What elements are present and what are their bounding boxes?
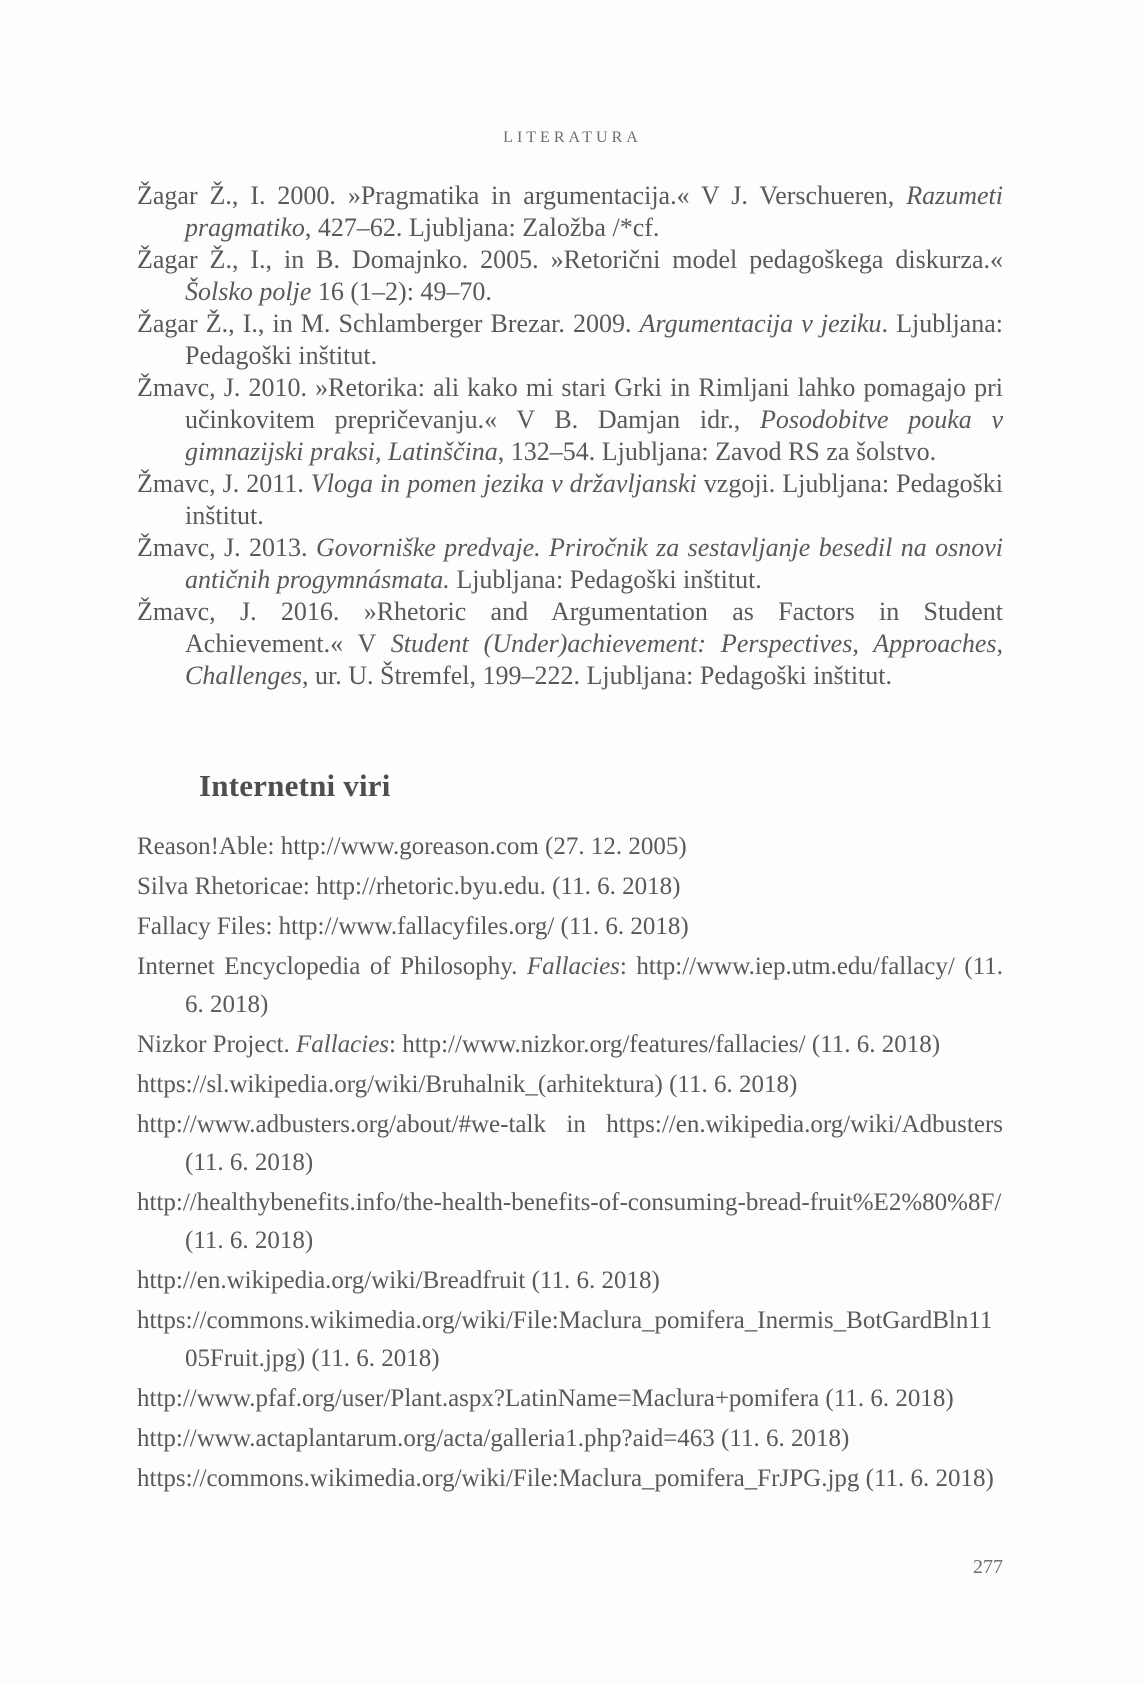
literature-entry [137,180,1003,244]
text-segment: , ur. U. Štremfel, 199–222. Ljubljana: Pedagoški inštitut. [302,661,893,690]
internet-source-entry [137,948,1003,1024]
work-title-italic: Šolsko polje [185,277,312,306]
literature-entry [137,244,1003,308]
section-heading-internetni-viri: Internetni viri [199,768,391,803]
text-segment: Žagar Ž., I., in B. Domajnko. 2005. »Retorični model pedagoškega diskurza.« [137,245,1003,274]
text-segment: Žagar Ž., I. 2000. »Pragmatika in argumentacija.« V J. Verschueren, [137,181,907,210]
work-title-italic: Argumentacija v jeziku [639,309,882,338]
text-segment: , 427–62. Ljubljana: Založba /*cf. [304,213,660,242]
internet-sources-list [137,828,1003,1498]
text-segment: vzgoji. Ljubljana: Pedagoški inštitut. [185,469,1004,530]
text-segment: http://en.wikipedia.org/wiki/Breadfruit (11. 6. 2018) [137,1267,660,1294]
text-segment: Fallacy Files: http://www.fallacyfiles.org/ (11. 6. 2018) [137,913,689,940]
text-segment: http://www.pfaf.org/user/Plant.aspx?LatinName=Maclura+pomifera (11. 6. 2018) [137,1385,954,1412]
internet-source-entry [137,1460,1003,1498]
text-segment: 16 (1–2): 49–70. [311,277,492,306]
internet-source-entry [137,1184,1003,1260]
literature-entry [137,532,1003,596]
text-segment: : http://www.nizkor.org/features/fallacies/ (11. 6. 2018) [389,1031,941,1058]
text-segment: Ljubljana: Pedagoški inštitut. [449,565,762,594]
work-title-italic: Posodobitve pouka v gimnazijski praksi, Latinščina [185,405,1003,466]
literature-entry [137,308,1003,372]
text-segment: Žmavc, J. 2013. [137,533,316,562]
internet-source-entry [137,1420,1003,1458]
text-segment: http://www.adbusters.org/about/#we-talk in https://en.wikipedia.org/wiki/Adbusters (11. 6. 2018) [137,1111,1003,1176]
internet-source-entry [137,1106,1003,1182]
text-segment: Silva Rhetoricae: http://rhetoric.byu.edu. (11. 6. 2018) [137,873,681,900]
internet-source-entry [137,828,1003,866]
work-title-italic: Vloga in pomen jezika v državljanski [310,469,697,498]
work-title-italic: Govorniške predvaje. Priročnik za sestavljanje besedil na osnovi antičnih progymnásmata. [185,533,1003,594]
running-header: LITERATURA [503,129,642,146]
text-segment: Žagar Ž., I., in M. Schlamberger Brezar. 2009. [137,309,640,338]
work-title-italic: Fallacies [295,1031,390,1058]
internet-source-entry [137,868,1003,906]
text-block [137,180,1003,1500]
work-title-italic: Student (Under)achievement: Perspectives, Approaches, Challenges [185,629,1003,690]
work-title-italic: Fallacies [526,953,620,980]
text-segment: https://sl.wikipedia.org/wiki/Bruhalnik_(arhitektura) (11. 6. 2018) [137,1071,798,1098]
internet-source-entry [137,1302,1003,1378]
internet-source-entry [137,1262,1003,1300]
literature-entry [137,468,1003,532]
text-segment: , 132–54. Ljubljana: Zavod RS za šolstvo. [497,437,937,466]
literature-entry [137,596,1003,692]
text-segment: Žmavc, J. 2010. »Retorika: ali kako mi stari Grki in Rimljani lahko pomagajo pri učinkovitem prepričevanju.« V B. Damjan idr., [137,373,1003,434]
internet-source-entry [137,1066,1003,1104]
text-segment: Žmavc, J. 2011. [137,469,311,498]
text-segment: . Ljubljana: Pedagoški inštitut. [185,309,1003,370]
text-segment: http://healthybenefits.info/the-health-benefits-of-consuming-bread-fruit%E2%80%8F/ (11. 6. 2018) [137,1189,1002,1254]
text-segment: http://www.actaplantarum.org/acta/galleria1.php?aid=463 (11. 6. 2018) [137,1425,850,1452]
text-segment: https://commons.wikimedia.org/wiki/File:Maclura_pomifera_Inermis_BotGardBln1105Fruit.jpg) (11. 6. 2018) [137,1307,993,1372]
work-title-italic: Razumeti pragmatiko [185,181,1003,242]
internet-source-entry [137,1026,1003,1064]
text-segment: Reason!Able: http://www.goreason.com (27. 12. 2005) [137,833,687,860]
literature-entry [137,372,1003,468]
internet-source-entry [137,1380,1003,1418]
literature-list [137,180,1003,692]
text-segment: Nizkor Project. [137,1031,296,1058]
page-number: 277 [973,1556,1003,1578]
text-segment: Žmavc, J. 2016. »Rhetoric and Argumentation as Factors in Student Achievement.« V [137,597,1003,658]
text-segment: https://commons.wikimedia.org/wiki/File:Maclura_pomifera_FrJPG.jpg (11. 6. 2018) [137,1465,994,1492]
text-segment: : http://www.iep.utm.edu/fallacy/ (11. 6. 2018) [185,953,1003,1018]
text-segment: Internet Encyclopedia of Philosophy. [137,953,527,980]
internet-source-entry [137,908,1003,946]
